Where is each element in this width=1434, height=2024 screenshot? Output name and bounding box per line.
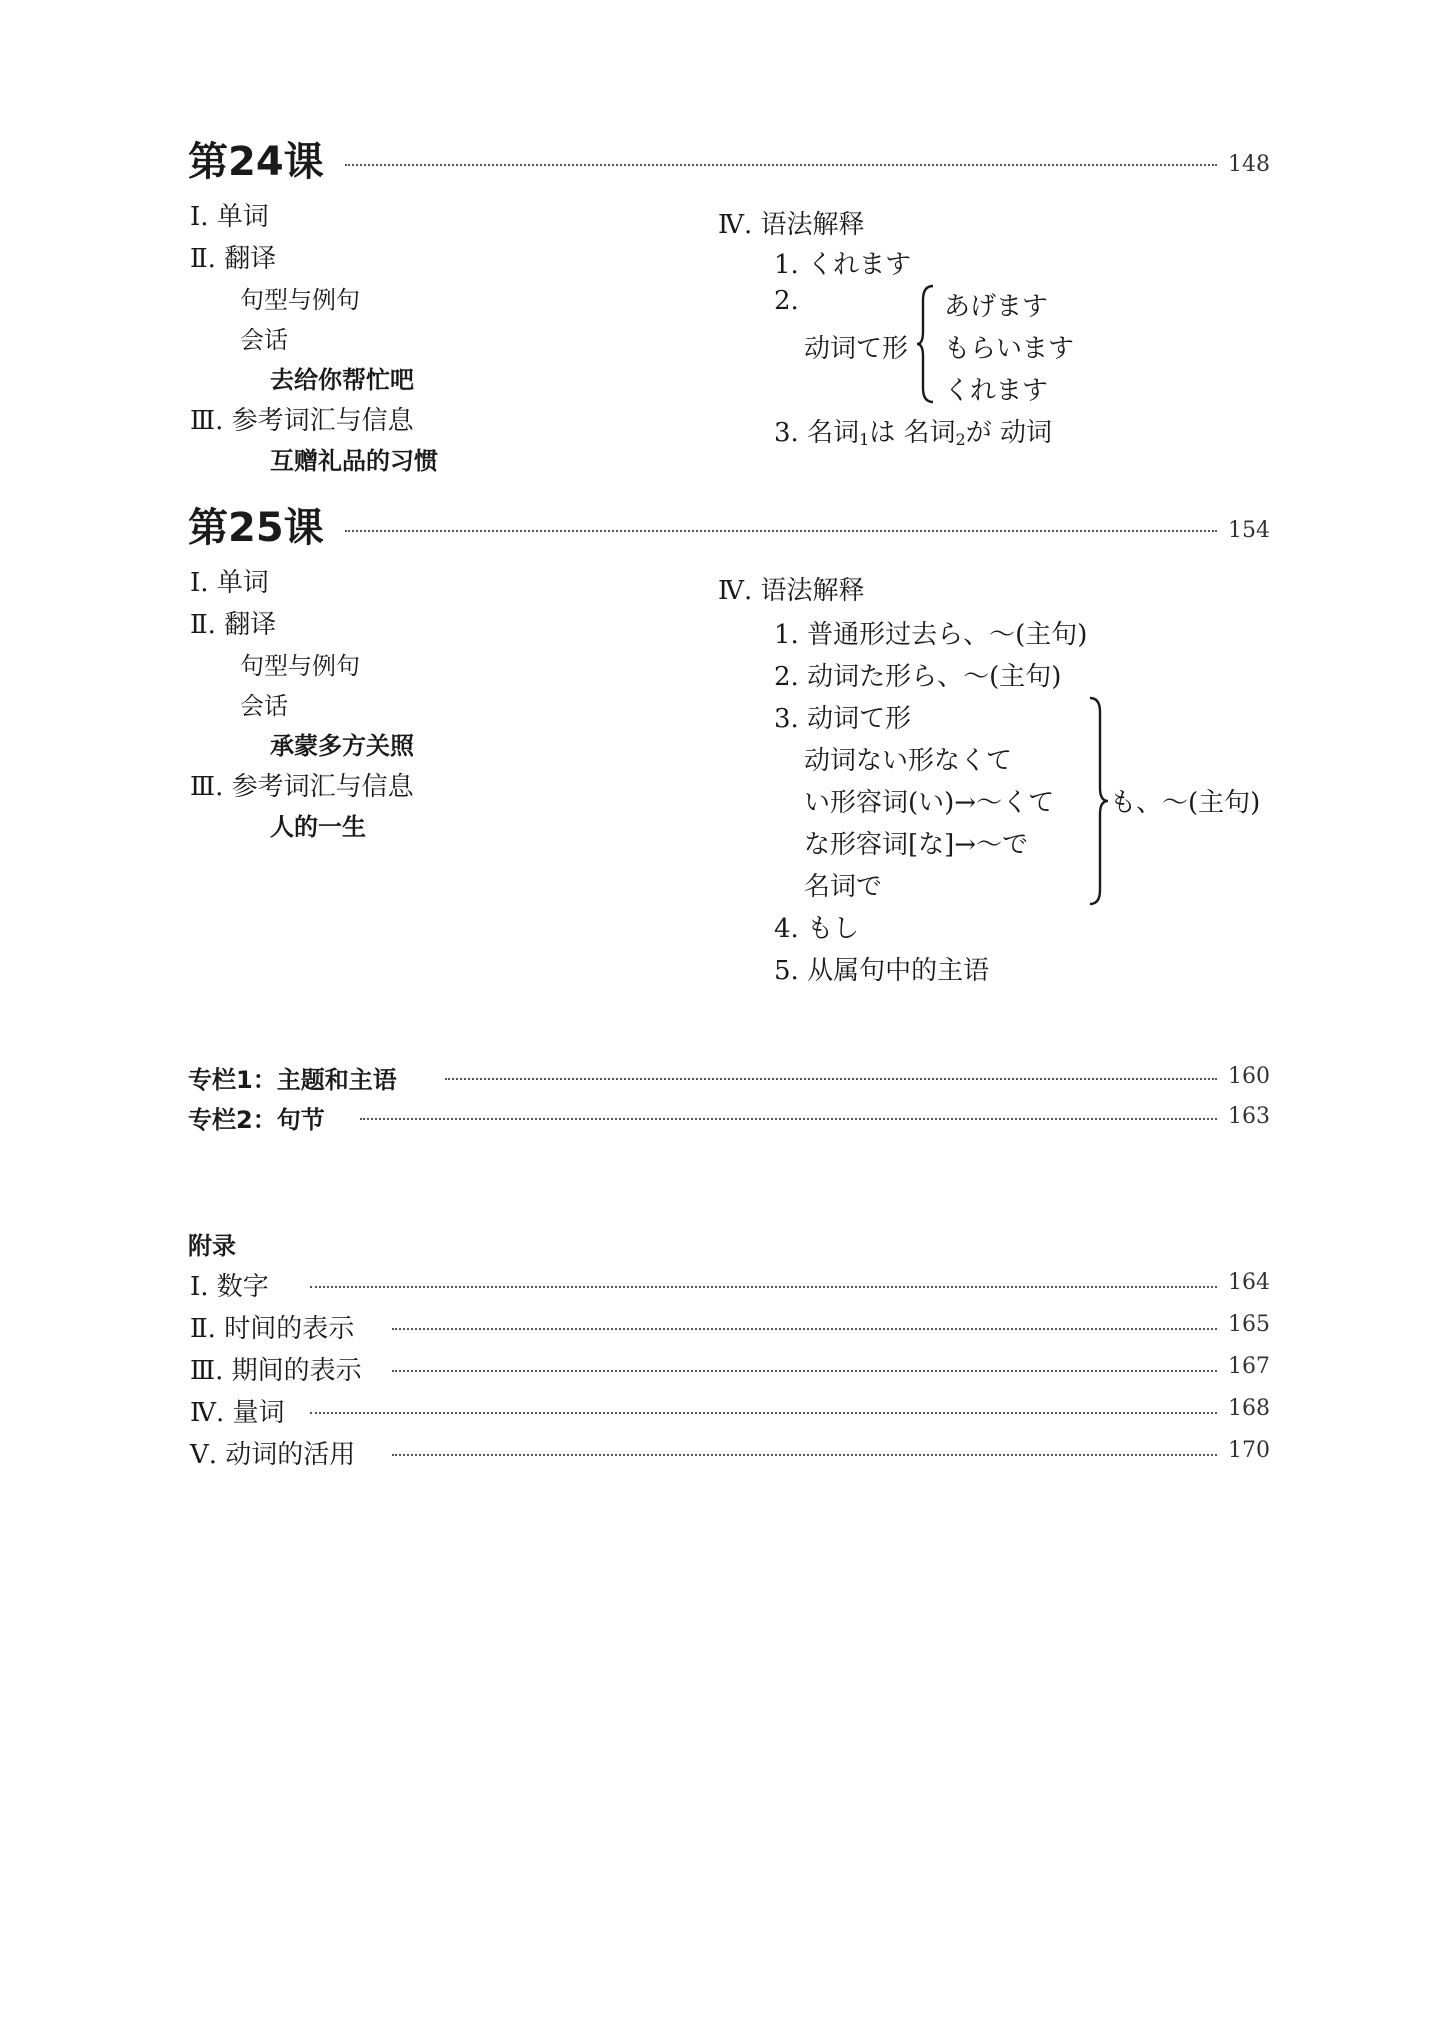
l25-item-2[interactable]: Ⅱ. 翻译: [190, 610, 277, 640]
appendix-item-2[interactable]: Ⅱ. 时间的表示: [190, 1314, 355, 1344]
l24-grammar-1[interactable]: 1. くれます: [774, 250, 912, 280]
l25-grammar-4[interactable]: 4. もし: [774, 914, 860, 944]
l24-grammar-3-part-c: が 动词: [965, 418, 1052, 448]
l24-item-2a[interactable]: 句型与例句: [240, 286, 360, 314]
appendix-page-5[interactable]: 170: [1228, 1438, 1270, 1463]
l24-grammar-3-part-a: 3. 名词: [774, 418, 860, 448]
l24-grammar-2[interactable]: 2.: [774, 286, 799, 316]
l25-item-3a[interactable]: 人的一生: [270, 813, 366, 841]
lesson-24-page[interactable]: 148: [1228, 152, 1270, 177]
appendix-item-3[interactable]: Ⅲ. 期间的表示: [190, 1356, 362, 1386]
appendix-page-1[interactable]: 164: [1228, 1270, 1270, 1295]
l24-grammar-2-c: くれます: [944, 376, 1049, 406]
lesson-25-title[interactable]: 第25课: [188, 505, 324, 551]
l25-item-2c[interactable]: 承蒙多方关照: [270, 732, 414, 760]
leader-dots: [360, 1118, 1217, 1120]
l25-grammar-heading[interactable]: Ⅳ. 语法解释: [718, 576, 865, 606]
leader-dots: [310, 1412, 1217, 1414]
l25-grammar-3d: な形容词[な]→～で: [804, 830, 1029, 860]
leader-dots: [445, 1078, 1217, 1080]
l24-item-1[interactable]: Ⅰ. 单词: [190, 202, 269, 232]
appendix-item-4[interactable]: Ⅳ. 量词: [190, 1398, 285, 1428]
l25-item-2b[interactable]: 会话: [240, 692, 288, 720]
leader-dots: [345, 530, 1217, 532]
l24-grammar-2-a: あげます: [944, 292, 1049, 322]
lesson-25-page[interactable]: 154: [1228, 518, 1270, 543]
curly-brace-icon: [1086, 696, 1110, 906]
appendix-item-5[interactable]: Ⅴ. 动词的活用: [190, 1440, 356, 1470]
l25-item-1[interactable]: Ⅰ. 单词: [190, 568, 269, 598]
l24-item-2b[interactable]: 会话: [240, 326, 288, 354]
l24-grammar-2-b: もらいます: [944, 334, 1075, 364]
l25-grammar-3c: い形容词(い)→～くて: [804, 788, 1055, 818]
leader-dots: [345, 164, 1217, 166]
l24-grammar-2-stem: 动词て形: [804, 334, 909, 364]
subscript-2: 2: [955, 430, 966, 449]
l24-grammar-3-part-b: は 名词: [869, 418, 956, 448]
l25-item-2a[interactable]: 句型与例句: [240, 652, 360, 680]
appendix-page-3[interactable]: 167: [1228, 1354, 1270, 1379]
lesson-24-title[interactable]: 第24课: [188, 139, 324, 185]
curly-brace-icon: [915, 284, 937, 404]
l25-grammar-3-result: も、～(主句): [1110, 788, 1261, 818]
l24-item-2[interactable]: Ⅱ. 翻译: [190, 244, 277, 274]
column-1-label[interactable]: 专栏1：主题和主语: [188, 1066, 397, 1094]
column-2-page[interactable]: 163: [1228, 1104, 1270, 1129]
l24-item-2c[interactable]: 去给你帮忙吧: [270, 366, 414, 394]
column-1-page[interactable]: 160: [1228, 1064, 1270, 1089]
l25-grammar-3e: 名词で: [804, 872, 883, 902]
l24-item-3a[interactable]: 互赠礼品的习惯: [270, 447, 438, 475]
leader-dots: [392, 1454, 1217, 1456]
l25-item-3[interactable]: Ⅲ. 参考词汇与信息: [190, 772, 414, 802]
l25-grammar-3b: 动词ない形なくて: [804, 746, 1013, 776]
l25-grammar-2[interactable]: 2. 动词た形ら、～(主句): [774, 662, 1062, 692]
subscript-1: 1: [859, 430, 870, 449]
leader-dots: [392, 1370, 1217, 1372]
l25-grammar-3[interactable]: 3. 动词て形: [774, 704, 912, 734]
leader-dots: [310, 1286, 1217, 1288]
l24-item-3[interactable]: Ⅲ. 参考词汇与信息: [190, 406, 414, 436]
column-2-label[interactable]: 专栏2：句节: [188, 1106, 325, 1134]
leader-dots: [392, 1328, 1217, 1330]
l25-grammar-1[interactable]: 1. 普通形过去ら、～(主句): [774, 620, 1088, 650]
appendix-page-4[interactable]: 168: [1228, 1396, 1270, 1421]
appendix-page-2[interactable]: 165: [1228, 1312, 1270, 1337]
l25-grammar-5[interactable]: 5. 从属句中的主语: [774, 956, 990, 986]
l24-grammar-heading[interactable]: Ⅳ. 语法解释: [718, 210, 865, 240]
l24-grammar-3[interactable]: [774, 412, 1052, 449]
appendix-item-1[interactable]: Ⅰ. 数字: [190, 1272, 269, 1302]
appendix-title[interactable]: 附录: [188, 1232, 236, 1260]
